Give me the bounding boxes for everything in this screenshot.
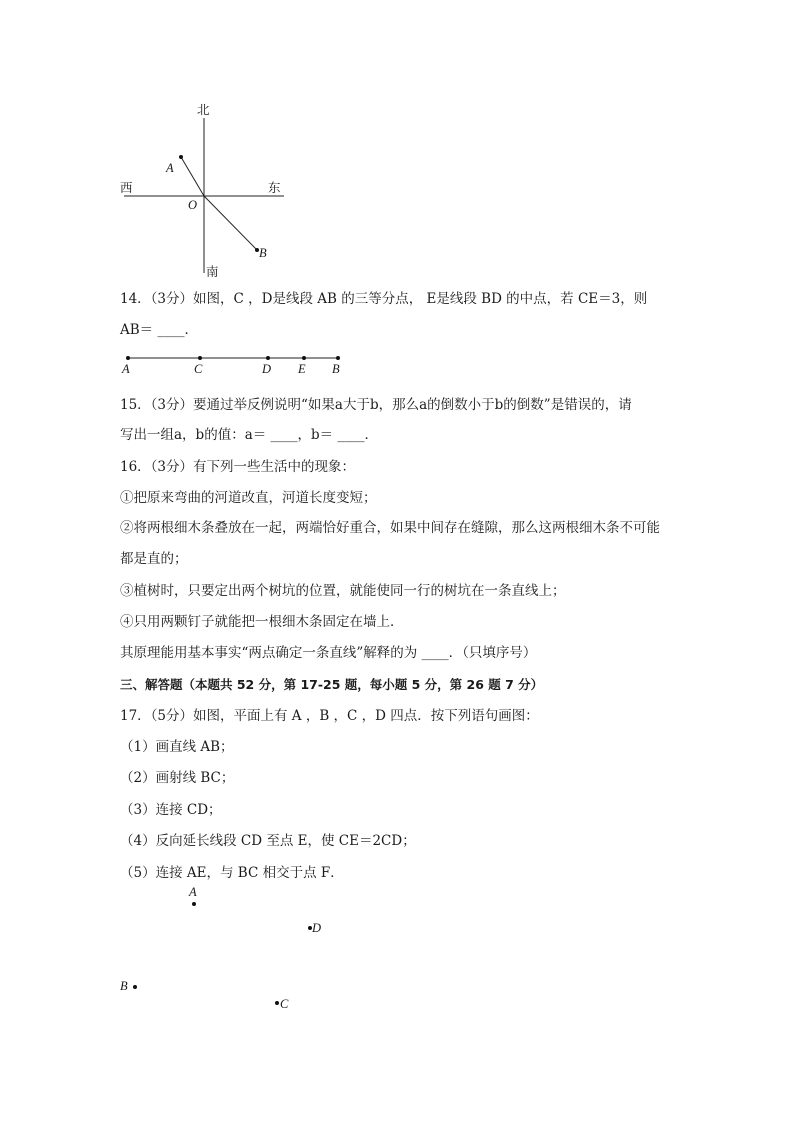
seg-point-c xyxy=(198,356,202,360)
q16-item1: ①把原来弯曲的河道改直，河道长度变短； xyxy=(120,490,377,506)
seg-label-c: C xyxy=(194,362,203,376)
seg-point-e xyxy=(302,356,306,360)
seg-label-d: D xyxy=(262,362,272,376)
seg-point-d xyxy=(266,356,270,360)
fig17-label-b: B xyxy=(120,979,128,993)
north-label: 北 xyxy=(197,102,210,117)
fig17-point-c xyxy=(275,1001,279,1005)
west-label: 西 xyxy=(120,180,133,195)
point-b-label: B xyxy=(259,246,267,260)
east-label: 东 xyxy=(268,180,281,195)
seg-label-b: B xyxy=(332,362,340,376)
point-o-label: O xyxy=(188,198,198,212)
seg-point-b xyxy=(336,356,340,360)
q15-line2: 写出一组a，b的值：a＝ ____，b＝ ____． xyxy=(120,427,378,443)
point-a-label: A xyxy=(166,161,174,175)
q16-item2a: ②将两根细木条叠放在一起，两端恰好重合，如果中间存在缝隙，那么这两根细木条不可能 xyxy=(120,520,660,536)
q14-line2: AB＝ ____． xyxy=(120,322,198,338)
q17-step2: （2）画射线 BC； xyxy=(120,770,235,786)
fig17-point-b xyxy=(133,985,137,989)
south-label: 南 xyxy=(206,264,219,279)
section-heading: 三、解答题（本题共 52 分，第 17-25 题，每小题 5 分，第 26 题 7 分） xyxy=(120,677,544,692)
fig17-label-d: D xyxy=(312,921,322,935)
q15-line1: 15．（3分）要通过举反例说明“如果a大于b，那么a的倒数小于b的倒数”是错误的，请 xyxy=(120,397,632,413)
q17-step3: （3）连接 CD； xyxy=(120,802,222,818)
q16-answer-line: 其原理能用基本事实“两点确定一条直线”解释的为 ____．（只填序号） xyxy=(120,645,537,661)
q17-line1: 17．（5分）如图，平面上有 A ，B ，C ，D 四点．按下列语句画图： xyxy=(120,708,539,724)
seg-label-e: E xyxy=(298,362,306,376)
q16-item2b: 都是直的； xyxy=(120,551,188,567)
q17-step1: （1）画直线 AB； xyxy=(120,739,234,755)
seg-point-a xyxy=(126,356,130,360)
fig17-point-a xyxy=(192,902,196,906)
q17-step4: （4）反向延长线段 CD 至点 E，使 CE＝2CD； xyxy=(120,833,416,849)
q16-item3: ③植树时，只要定出两个树坑的位置，就能使同一行的树坑在一条直线上； xyxy=(120,583,566,599)
fig17-label-c: C xyxy=(280,997,289,1011)
q16-item4: ④只用两颗钉子就能把一根细木条固定在墙上． xyxy=(120,614,404,630)
q14-line1: 14．（3分）如图，C ，D是线段 AB 的三等分点， E是线段 BD 的中点，若 CE＝3，则 xyxy=(120,291,648,307)
fig17-label-a: A xyxy=(189,885,197,899)
seg-label-a: A xyxy=(122,362,130,376)
q16-line1: 16．（3分）有下列一些生活中的现象： xyxy=(120,459,356,475)
q17-step5: （5）连接 AE，与 BC 相交于点 F． xyxy=(120,865,344,881)
